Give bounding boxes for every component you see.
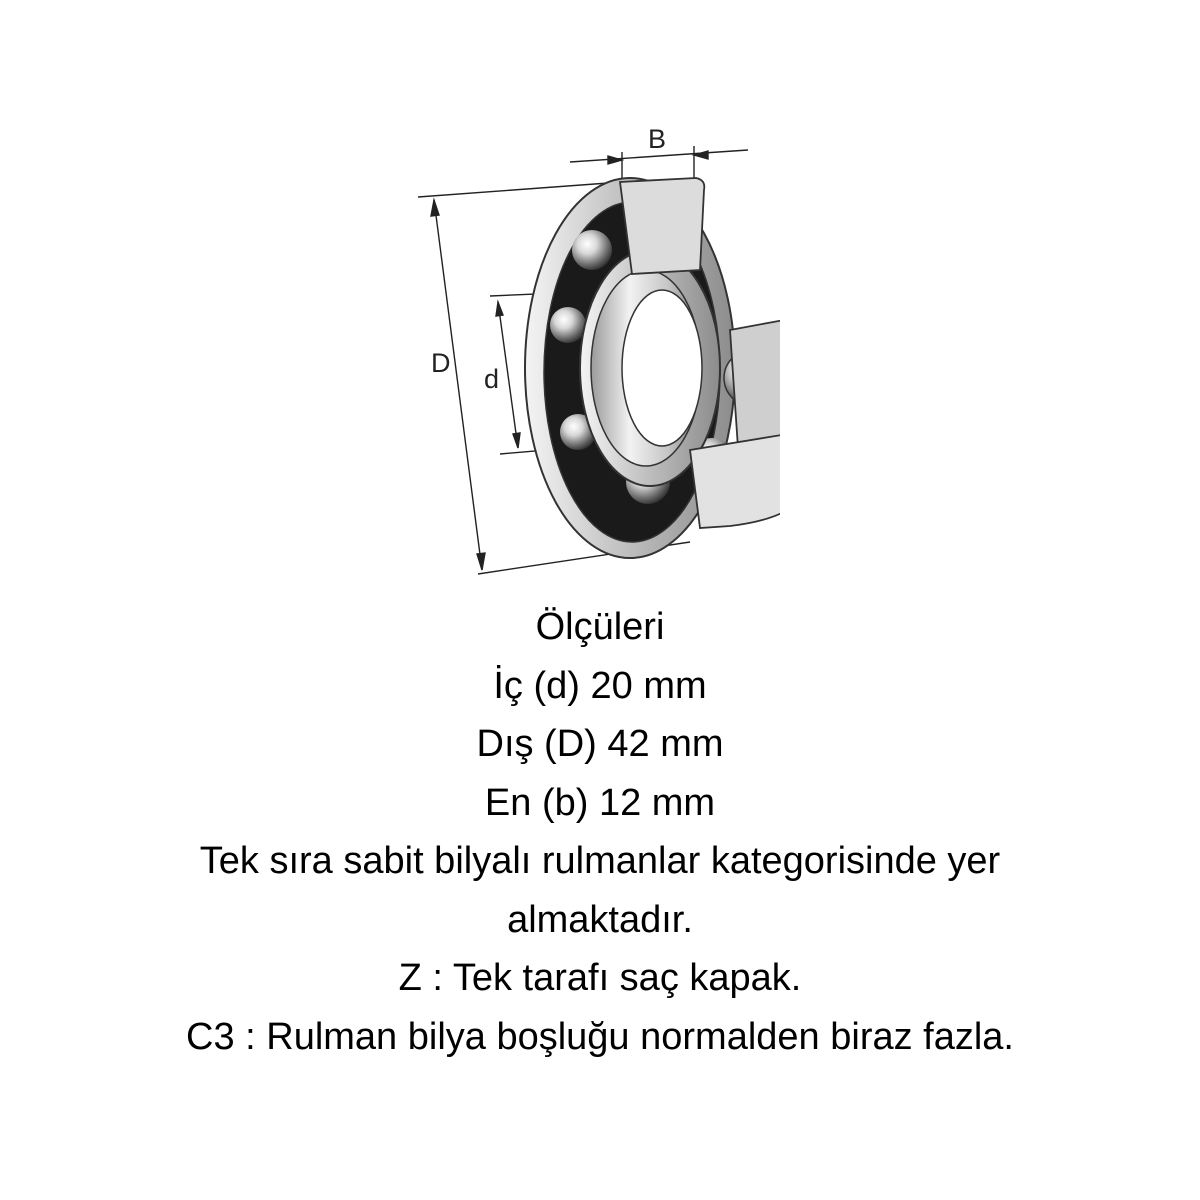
spec-text — [100, 598, 1100, 1066]
outer-diameter-label: D — [431, 348, 451, 378]
bearing-diagram — [400, 110, 780, 590]
spec-description-line1: Tek sıra sabit bilyalı rulmanlar kategorisinde yer — [199, 840, 1001, 882]
spec-heading: Ölçüleri — [535, 606, 665, 648]
spec-c3-note: C3 : Rulman bilya boşluğu normalden biraz fazla. — [186, 1015, 1014, 1058]
width-label: B — [648, 124, 667, 154]
spec-description-line2: almaktadır. — [507, 898, 693, 941]
bearing-drawing — [400, 110, 780, 590]
inner-diameter-label: d — [484, 364, 500, 394]
spec-outer: Dış (D) 42 mm — [476, 723, 724, 765]
spec-z-note: Z : Tek tarafı saç kapak. — [398, 957, 802, 999]
spec-width: En (b) 12 mm — [484, 781, 716, 824]
spec-inner: İç (d) 20 mm — [493, 664, 707, 707]
